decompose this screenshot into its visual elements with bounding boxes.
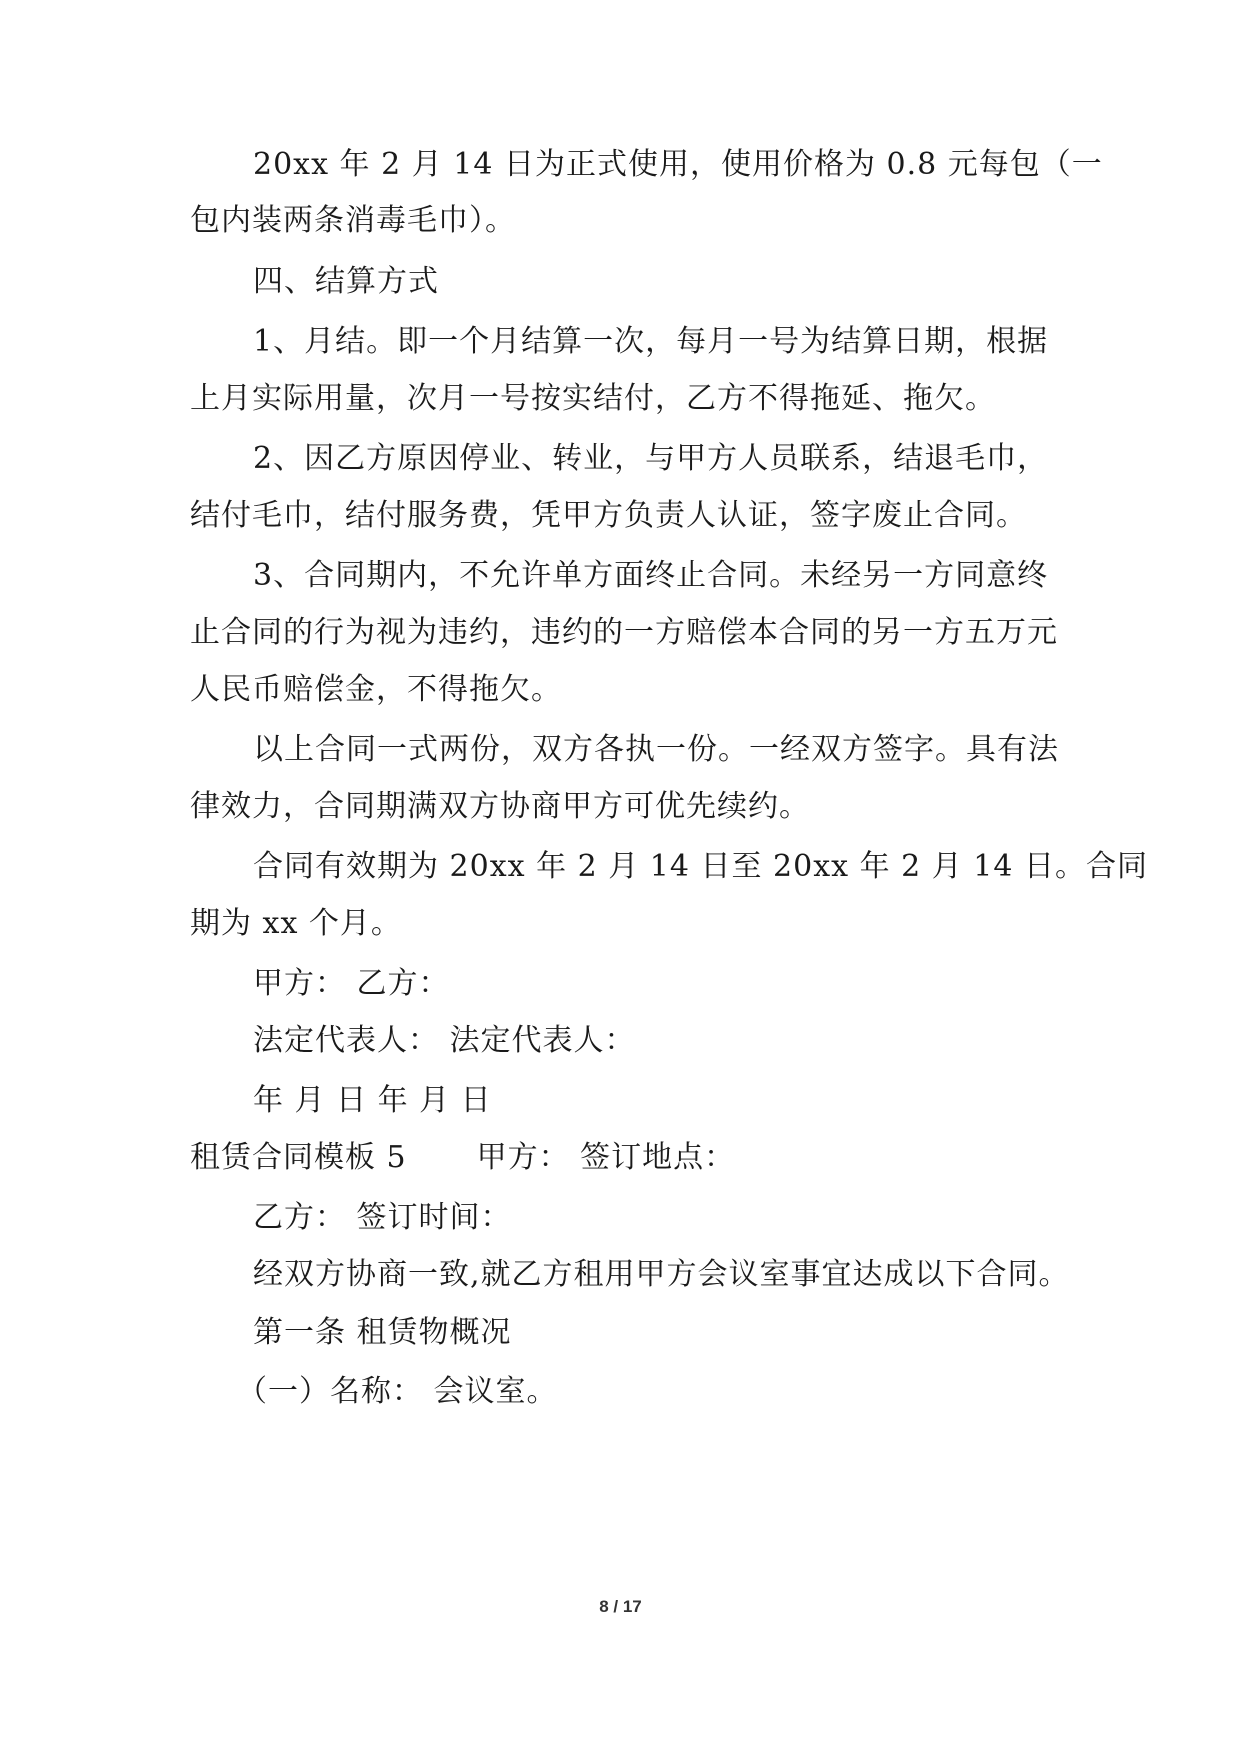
paragraph-line: 3、合同期内，不允许单方面终止合同。未经另一方同意终 bbox=[253, 558, 1049, 593]
signature-dates: 年 月 日 年 月 日 bbox=[253, 1083, 492, 1118]
party-a-signing-place: 甲方： 签订地点： bbox=[476, 1140, 736, 1175]
section-heading: 四、结算方式 bbox=[253, 264, 439, 299]
paragraph-line: 止合同的行为视为违约，违约的一方赔偿本合同的另一方五万元 bbox=[190, 615, 1058, 650]
article-item: （一）名称： 会议室。 bbox=[237, 1374, 558, 1409]
party-b-signing-time: 乙方： 签订时间： bbox=[253, 1200, 512, 1235]
article-heading: 第一条 租赁物概况 bbox=[253, 1315, 512, 1350]
template-title: 租赁合同模板 5 bbox=[190, 1140, 407, 1175]
paragraph-line: 包内装两条消毒毛巾）。 bbox=[190, 203, 516, 238]
paragraph-line: 以上合同一式两份，双方各执一份。一经双方签字。具有法 bbox=[253, 732, 1059, 767]
paragraph-line: 期为 xx 个月。 bbox=[190, 906, 402, 941]
contract-intro: 经双方协商一致,就乙方租用甲方会议室事宜达成以下合同。 bbox=[253, 1257, 1070, 1292]
template-title-row bbox=[190, 1138, 735, 1178]
paragraph-line: 上月实际用量，次月一号按实结付，乙方不得拖延、拖欠。 bbox=[190, 381, 996, 416]
page-number: 8 / 17 bbox=[599, 1597, 642, 1616]
paragraph-line: 20xx 年 2 月 14 日为正式使用，使用价格为 0.8 元每包（一 bbox=[253, 147, 1103, 182]
paragraph-line: 2、因乙方原因停业、转业，与甲方人员联系，结退毛巾， bbox=[253, 441, 1049, 476]
paragraph-line: 1、月结。即一个月结算一次，每月一号为结算日期，根据 bbox=[253, 324, 1049, 359]
signature-parties: 甲方： 乙方： bbox=[253, 966, 450, 1001]
paragraph-line: 律效力，合同期满双方协商甲方可优先续约。 bbox=[190, 789, 810, 824]
paragraph-line: 合同有效期为 20xx 年 2 月 14 日至 20xx 年 2 月 14 日。合同 bbox=[253, 849, 1148, 884]
paragraph-line: 结付毛巾，结付服务费，凭甲方负责人认证，签字废止合同。 bbox=[190, 498, 1027, 533]
paragraph-line: 人民币赔偿金，不得拖欠。 bbox=[190, 672, 562, 707]
signature-representatives: 法定代表人： 法定代表人： bbox=[253, 1023, 636, 1058]
